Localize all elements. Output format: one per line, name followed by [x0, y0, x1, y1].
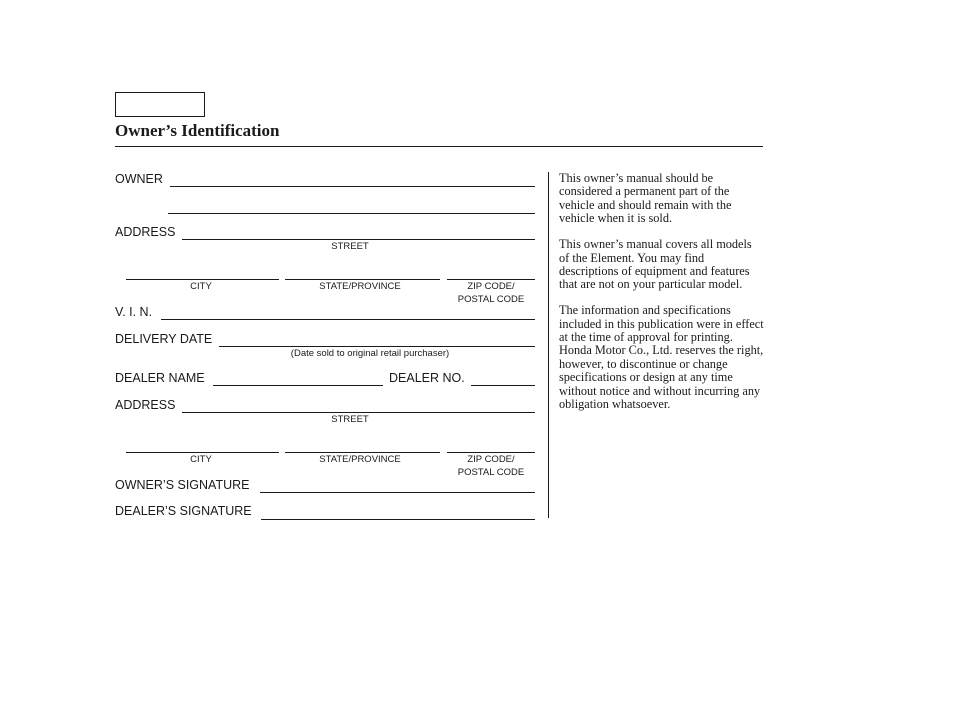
dealer-no-field-line[interactable] — [471, 385, 535, 386]
owner-signature-field-line[interactable] — [260, 492, 535, 493]
title-divider — [115, 146, 763, 147]
dealer-zip-caption-line1: ZIP CODE/ — [467, 454, 515, 465]
dealer-signature-field-line[interactable] — [261, 519, 535, 520]
sidebar-paragraph: This owner’s manual should be considered a permanent part of the vehicle and should remain with the vehicle when it is sold. — [559, 171, 732, 226]
sidebar-notes — [559, 172, 765, 424]
dealer-name-label: DEALER NAME — [115, 371, 205, 385]
dealer-city-caption: CITY — [190, 454, 212, 465]
owner-label: OWNER — [115, 172, 163, 186]
owner-city-caption: CITY — [190, 281, 212, 292]
dealer-state-caption: STATE/PROVINCE — [319, 454, 401, 465]
delivery-date-label: DELIVERY DATE — [115, 332, 213, 346]
owner-state-caption: STATE/PROVINCE — [319, 281, 401, 292]
dealer-name-field-line[interactable] — [213, 385, 383, 386]
owner-address-label: ADDRESS — [115, 225, 176, 239]
owner-field-line-2[interactable] — [168, 213, 535, 214]
column-divider — [548, 172, 549, 518]
dealer-zip-caption-line2: POSTAL CODE — [457, 467, 525, 478]
sidebar-paragraph: The information and specifications included in this publication were in effect at the time of approval for printing. Honda Motor Co., Ltd. reserves the right, however, to discontinue or change specifications or design at any time without notice and without incurring any obligation whatsoever. — [559, 303, 764, 412]
delivery-date-caption: (Date sold to original retail purchaser) — [290, 348, 450, 359]
owner-zip-caption-line2: POSTAL CODE — [457, 294, 525, 305]
dealer-address-label: ADDRESS — [115, 398, 176, 412]
sidebar-paragraph: This owner’s manual covers all models of the Element. You may find descriptions of equipment and features that are not on your particular model. — [559, 237, 752, 292]
dealer-street-caption: STREET — [331, 414, 369, 425]
vin-label: V. I. N. — [115, 305, 153, 319]
owner-signature-label: OWNER’S SIGNATURE — [115, 478, 250, 492]
section-tab-box — [115, 92, 205, 117]
page-title: Owner’s Identification — [115, 121, 280, 140]
vin-field-line[interactable] — [161, 319, 535, 320]
owner-street-caption: STREET — [331, 241, 369, 252]
dealer-no-label: DEALER NO. — [389, 371, 465, 385]
dealer-signature-label: DEALER’S SIGNATURE — [115, 504, 252, 518]
owner-zip-caption-line1: ZIP CODE/ — [467, 281, 515, 292]
owner-field-line-1[interactable] — [170, 186, 535, 187]
